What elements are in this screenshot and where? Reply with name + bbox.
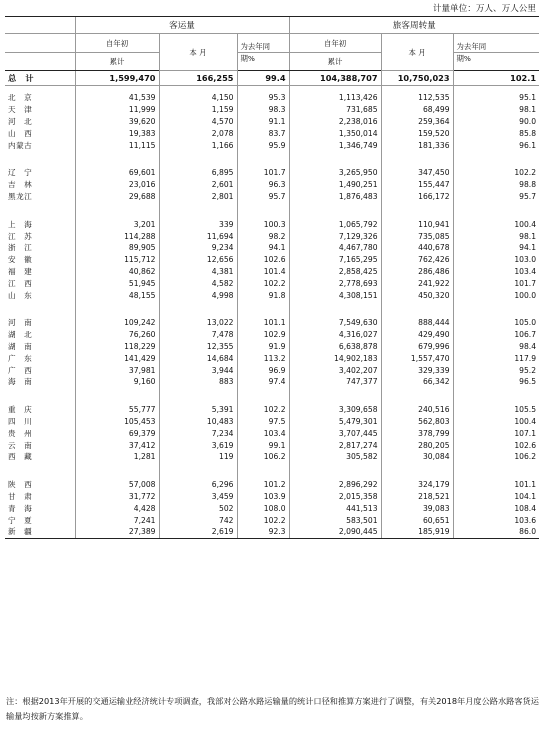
- total-pv-cumulative: 1,599,470: [75, 71, 159, 86]
- pt-month: 429,490: [381, 329, 453, 341]
- pt-cumulative: 2,015,358: [289, 491, 381, 503]
- header-pv-this-month: 本 月: [159, 34, 237, 71]
- pt-month: 218,521: [381, 491, 453, 503]
- pt-yoy: 100.0: [453, 289, 539, 301]
- table-row: [5, 191, 539, 203]
- pt-cumulative: 7,549,630: [289, 317, 381, 329]
- pt-month: 166,172: [381, 191, 453, 203]
- group-spacer: [5, 463, 539, 479]
- pt-yoy: 101.7: [453, 277, 539, 289]
- pv-month: 7,234: [159, 427, 237, 439]
- region-name: 陕 西: [8, 480, 33, 490]
- pv-cumulative: 69,379: [75, 427, 159, 439]
- region-name: 河 南: [8, 318, 33, 328]
- region-name: 湖 南: [8, 341, 33, 351]
- pv-cumulative: 1,281: [75, 451, 159, 463]
- pt-month: 68,499: [381, 104, 453, 116]
- table-row: [5, 230, 539, 242]
- region-name: 江 西: [8, 278, 33, 288]
- header-passenger-volume: 客运量: [75, 17, 289, 34]
- region-name: 重 庆: [8, 405, 33, 415]
- table-row: [5, 127, 539, 139]
- region-name: 福 建: [8, 266, 33, 276]
- pt-cumulative: 4,316,027: [289, 329, 381, 341]
- region-name: 上 海: [8, 219, 33, 229]
- pt-month: 347,450: [381, 167, 453, 179]
- pv-cumulative: 11,999: [75, 104, 159, 116]
- pt-yoy: 85.8: [453, 127, 539, 139]
- table-row: [5, 416, 539, 428]
- table-row: [5, 526, 539, 538]
- table-row: [5, 139, 539, 151]
- pv-yoy: 103.9: [237, 491, 289, 503]
- table-row: [5, 502, 539, 514]
- region-name: 北 京: [8, 93, 33, 103]
- pv-month: 2,801: [159, 191, 237, 203]
- pv-yoy: 98.2: [237, 230, 289, 242]
- pt-month: 39,083: [381, 502, 453, 514]
- pt-month: 155,447: [381, 179, 453, 191]
- pt-yoy: 102.2: [453, 167, 539, 179]
- pt-yoy: 100.4: [453, 218, 539, 230]
- pt-cumulative: 5,479,301: [289, 416, 381, 428]
- table-row: [5, 352, 539, 364]
- group-spacer: [5, 202, 539, 218]
- pt-yoy: 95.2: [453, 364, 539, 376]
- pv-cumulative: 51,945: [75, 277, 159, 289]
- table-row: [5, 92, 539, 104]
- region-name: 安 徽: [8, 255, 33, 265]
- pt-yoy: 108.4: [453, 502, 539, 514]
- header-blank: [5, 17, 75, 34]
- pt-cumulative: 2,858,425: [289, 266, 381, 278]
- table-row: [5, 167, 539, 179]
- table-row: [5, 491, 539, 503]
- region-name: 山 西: [8, 128, 33, 138]
- region-name: 山 东: [8, 290, 33, 300]
- pv-month: 2,601: [159, 179, 237, 191]
- pv-cumulative: 114,288: [75, 230, 159, 242]
- header-pt-cumulative: 累计: [289, 53, 381, 71]
- pv-month: 6,895: [159, 167, 237, 179]
- pt-cumulative: 1,876,483: [289, 191, 381, 203]
- pt-cumulative: 3,309,658: [289, 404, 381, 416]
- pv-yoy: 97.5: [237, 416, 289, 428]
- header-pt-this-month: 本 月: [381, 34, 453, 71]
- region-name: 西 藏: [8, 452, 33, 462]
- pv-cumulative: 39,620: [75, 116, 159, 128]
- pt-yoy: 103.6: [453, 514, 539, 526]
- pv-month: 3,944: [159, 364, 237, 376]
- pv-cumulative: 118,229: [75, 341, 159, 353]
- pt-month: 259,364: [381, 116, 453, 128]
- total-label: 总 计: [5, 71, 75, 86]
- region-name: 新 疆: [5, 526, 75, 538]
- pv-yoy: 101.2: [237, 479, 289, 491]
- pt-cumulative: 2,090,445: [289, 526, 381, 538]
- pv-month: 4,582: [159, 277, 237, 289]
- pv-cumulative: 109,242: [75, 317, 159, 329]
- pv-yoy: 83.7: [237, 127, 289, 139]
- pv-cumulative: 115,712: [75, 254, 159, 266]
- pt-month: 735,085: [381, 230, 453, 242]
- pt-month: 159,520: [381, 127, 453, 139]
- unit-label: 计量单位：万人、万人公里: [432, 4, 536, 14]
- pt-yoy: 95.7: [453, 191, 539, 203]
- total-pv-month: 166,255: [159, 71, 237, 86]
- pt-month: 60,651: [381, 514, 453, 526]
- header-pt-yoy-1: 为去年同: [453, 34, 539, 53]
- pv-cumulative: 48,155: [75, 289, 159, 301]
- table-row: [5, 364, 539, 376]
- pv-yoy: 96.9: [237, 364, 289, 376]
- table-row: [5, 427, 539, 439]
- pt-month: 888,444: [381, 317, 453, 329]
- pv-yoy: 94.1: [237, 242, 289, 254]
- pv-month: 502: [159, 502, 237, 514]
- pv-yoy: 106.2: [237, 451, 289, 463]
- group-spacer: [5, 151, 539, 167]
- header-pv-ytd: 自年初: [75, 34, 159, 53]
- table-row: [5, 514, 539, 526]
- pt-yoy: 98.8: [453, 179, 539, 191]
- pv-month: 11,694: [159, 230, 237, 242]
- group-spacer: [5, 388, 539, 404]
- pv-month: 4,570: [159, 116, 237, 128]
- pt-cumulative: 1,490,251: [289, 179, 381, 191]
- pv-yoy: 108.0: [237, 502, 289, 514]
- passenger-statistics-table: [5, 16, 539, 539]
- region-name: 四 川: [8, 416, 33, 426]
- pt-month: 329,339: [381, 364, 453, 376]
- pt-yoy: 96.5: [453, 376, 539, 388]
- pt-yoy: 96.1: [453, 139, 539, 151]
- pt-cumulative: 4,467,780: [289, 242, 381, 254]
- pt-month: 762,426: [381, 254, 453, 266]
- pt-cumulative: 7,165,295: [289, 254, 381, 266]
- total-row: [5, 71, 539, 86]
- region-name: 广 西: [8, 365, 33, 375]
- pt-cumulative: 1,113,426: [289, 92, 381, 104]
- pv-month: 12,355: [159, 341, 237, 353]
- pv-yoy: 102.2: [237, 404, 289, 416]
- pv-yoy: 101.7: [237, 167, 289, 179]
- pt-cumulative: 4,308,151: [289, 289, 381, 301]
- header-pt-ytd: 自年初: [289, 34, 381, 53]
- pt-yoy: 98.1: [453, 104, 539, 116]
- pv-yoy: 101.4: [237, 266, 289, 278]
- pv-yoy: 99.1: [237, 439, 289, 451]
- pv-cumulative: 40,862: [75, 266, 159, 278]
- pt-month: 240,516: [381, 404, 453, 416]
- pv-yoy: 96.3: [237, 179, 289, 191]
- table-row: [5, 404, 539, 416]
- table-row: [5, 179, 539, 191]
- table-row: [5, 479, 539, 491]
- pt-month: 110,941: [381, 218, 453, 230]
- pv-yoy: 101.1: [237, 317, 289, 329]
- pv-yoy: 98.3: [237, 104, 289, 116]
- pv-cumulative: 31,772: [75, 491, 159, 503]
- pv-yoy: 95.9: [237, 139, 289, 151]
- pt-cumulative: 1,065,792: [289, 218, 381, 230]
- pv-yoy: 113.2: [237, 352, 289, 364]
- pt-yoy: 100.4: [453, 416, 539, 428]
- region-name: 宁 夏: [8, 515, 33, 525]
- pv-yoy: 103.4: [237, 427, 289, 439]
- pv-cumulative: 105,453: [75, 416, 159, 428]
- table-row: [5, 218, 539, 230]
- pv-month: 1,159: [159, 104, 237, 116]
- pv-month: 4,150: [159, 92, 237, 104]
- pv-yoy: 102.9: [237, 329, 289, 341]
- pt-cumulative: 2,896,292: [289, 479, 381, 491]
- pv-month: 10,483: [159, 416, 237, 428]
- region-name: 云 南: [8, 440, 33, 450]
- total-pv-yoy: 99.4: [237, 71, 289, 86]
- pt-month: 280,205: [381, 439, 453, 451]
- pv-cumulative: 37,981: [75, 364, 159, 376]
- pt-month: 112,535: [381, 92, 453, 104]
- pv-cumulative: 76,260: [75, 329, 159, 341]
- pt-yoy: 98.1: [453, 230, 539, 242]
- pv-yoy: 91.8: [237, 289, 289, 301]
- pv-month: 4,998: [159, 289, 237, 301]
- header-pt-yoy-2: 期%: [453, 53, 539, 71]
- region-name: 黑龙江: [8, 191, 33, 201]
- header-pv-cumulative: 累计: [75, 53, 159, 71]
- pv-month: 2,619: [159, 526, 237, 538]
- pt-month: 679,996: [381, 341, 453, 353]
- pt-yoy: 101.1: [453, 479, 539, 491]
- table-row: [5, 289, 539, 301]
- pv-cumulative: 19,383: [75, 127, 159, 139]
- pt-cumulative: 2,817,274: [289, 439, 381, 451]
- pv-yoy: 92.3: [237, 526, 289, 538]
- header-pv-yoy-1: 为去年同: [237, 34, 289, 53]
- pv-yoy: 102.2: [237, 514, 289, 526]
- pt-yoy: 95.1: [453, 92, 539, 104]
- region-name: 天 津: [8, 105, 33, 115]
- pv-month: 6,296: [159, 479, 237, 491]
- table-row: [5, 104, 539, 116]
- pv-month: 4,381: [159, 266, 237, 278]
- pv-month: 2,078: [159, 127, 237, 139]
- pv-cumulative: 9,160: [75, 376, 159, 388]
- pv-month: 12,656: [159, 254, 237, 266]
- pt-month: 324,179: [381, 479, 453, 491]
- region-name: 青 海: [8, 503, 33, 513]
- pv-cumulative: 7,241: [75, 514, 159, 526]
- pv-cumulative: 55,777: [75, 404, 159, 416]
- region-name: 内蒙古: [8, 140, 33, 150]
- pt-month: 440,678: [381, 242, 453, 254]
- pv-cumulative: 57,008: [75, 479, 159, 491]
- pt-cumulative: 14,902,183: [289, 352, 381, 364]
- table-row: [5, 277, 539, 289]
- table-row: [5, 341, 539, 353]
- pt-yoy: 90.0: [453, 116, 539, 128]
- pt-month: 562,803: [381, 416, 453, 428]
- table-row: [5, 266, 539, 278]
- table-row: [5, 451, 539, 463]
- pv-cumulative: 27,389: [75, 526, 159, 538]
- pv-cumulative: 29,688: [75, 191, 159, 203]
- pt-month: 66,342: [381, 376, 453, 388]
- pv-cumulative: 4,428: [75, 502, 159, 514]
- pt-yoy: 117.9: [453, 352, 539, 364]
- region-name: 湖 北: [8, 330, 33, 340]
- pt-month: 181,336: [381, 139, 453, 151]
- pt-month: 286,486: [381, 266, 453, 278]
- table-row: [5, 376, 539, 388]
- pv-month: 5,391: [159, 404, 237, 416]
- pt-cumulative: 747,377: [289, 376, 381, 388]
- pv-month: 7,478: [159, 329, 237, 341]
- group-spacer: [5, 301, 539, 317]
- pt-cumulative: 2,238,016: [289, 116, 381, 128]
- pv-month: 119: [159, 451, 237, 463]
- pt-month: 185,919: [381, 526, 453, 538]
- region-name: 贵 州: [8, 428, 33, 438]
- pv-cumulative: 69,601: [75, 167, 159, 179]
- pt-cumulative: 441,513: [289, 502, 381, 514]
- pv-yoy: 100.3: [237, 218, 289, 230]
- pv-cumulative: 141,429: [75, 352, 159, 364]
- pv-month: 883: [159, 376, 237, 388]
- region-name: 江 苏: [8, 231, 33, 241]
- header-pv-yoy-2: 期%: [237, 53, 289, 71]
- pv-month: 3,459: [159, 491, 237, 503]
- pv-cumulative: 41,539: [75, 92, 159, 104]
- pt-cumulative: 731,685: [289, 104, 381, 116]
- region-name: 河 北: [8, 116, 33, 126]
- pt-cumulative: 6,638,878: [289, 341, 381, 353]
- pt-month: 378,799: [381, 427, 453, 439]
- pv-cumulative: 11,115: [75, 139, 159, 151]
- table-row: [5, 317, 539, 329]
- pt-month: 241,922: [381, 277, 453, 289]
- pv-month: 14,684: [159, 352, 237, 364]
- pt-yoy: 105.5: [453, 404, 539, 416]
- pt-month: 1,557,470: [381, 352, 453, 364]
- pt-yoy: 94.1: [453, 242, 539, 254]
- pt-month: 450,320: [381, 289, 453, 301]
- pt-yoy: 103.4: [453, 266, 539, 278]
- pv-month: 339: [159, 218, 237, 230]
- pv-yoy: 95.3: [237, 92, 289, 104]
- pt-cumulative: 3,402,207: [289, 364, 381, 376]
- region-name: 甘 肃: [8, 491, 33, 501]
- pv-yoy: 102.2: [237, 277, 289, 289]
- pv-month: 13,022: [159, 317, 237, 329]
- region-name: 辽 宁: [8, 168, 33, 178]
- pt-cumulative: 1,350,014: [289, 127, 381, 139]
- pt-yoy: 107.1: [453, 427, 539, 439]
- pt-yoy: 98.4: [453, 341, 539, 353]
- pv-yoy: 91.9: [237, 341, 289, 353]
- pv-cumulative: 37,412: [75, 439, 159, 451]
- table-row: [5, 254, 539, 266]
- region-name: 海 南: [8, 377, 33, 387]
- region-name: 广 东: [8, 353, 33, 363]
- region-name: 吉 林: [8, 180, 33, 190]
- total-pt-cumulative: 104,388,707: [289, 71, 381, 86]
- pt-cumulative: 3,707,445: [289, 427, 381, 439]
- pt-yoy: 106.7: [453, 329, 539, 341]
- table-row: [5, 439, 539, 451]
- pt-yoy: 104.1: [453, 491, 539, 503]
- region-name: 浙 江: [8, 243, 33, 253]
- table-row: [5, 116, 539, 128]
- total-pt-yoy: 102.1: [453, 71, 539, 86]
- pt-cumulative: 2,778,693: [289, 277, 381, 289]
- pv-month: 742: [159, 514, 237, 526]
- pt-cumulative: 1,346,749: [289, 139, 381, 151]
- pv-month: 9,234: [159, 242, 237, 254]
- pt-yoy: 103.0: [453, 254, 539, 266]
- table-row: [5, 242, 539, 254]
- pv-yoy: 97.4: [237, 376, 289, 388]
- pv-cumulative: 23,016: [75, 179, 159, 191]
- pt-yoy: 102.6: [453, 439, 539, 451]
- pv-yoy: 95.7: [237, 191, 289, 203]
- pt-cumulative: 583,501: [289, 514, 381, 526]
- pt-yoy: 86.0: [453, 526, 539, 538]
- pv-cumulative: 89,905: [75, 242, 159, 254]
- pt-month: 30,084: [381, 451, 453, 463]
- pt-cumulative: 7,129,326: [289, 230, 381, 242]
- pv-month: 3,619: [159, 439, 237, 451]
- total-pt-month: 10,750,023: [381, 71, 453, 86]
- pt-yoy: 105.0: [453, 317, 539, 329]
- pt-cumulative: 3,265,950: [289, 167, 381, 179]
- header-passenger-turnover: 旅客周转量: [289, 17, 539, 34]
- table-row: [5, 329, 539, 341]
- footnote: 注：根据2013年开展的交通运输业经济统计专项调查，我部对公路水路运输量的统计口径和推算方案进行了调整，有关2018年月度公路水路客货运输量均按新方案推算。: [6, 696, 539, 721]
- pv-month: 1,166: [159, 139, 237, 151]
- pv-yoy: 91.1: [237, 116, 289, 128]
- pv-yoy: 102.6: [237, 254, 289, 266]
- pt-yoy: 106.2: [453, 451, 539, 463]
- pt-cumulative: 305,582: [289, 451, 381, 463]
- pv-cumulative: 3,201: [75, 218, 159, 230]
